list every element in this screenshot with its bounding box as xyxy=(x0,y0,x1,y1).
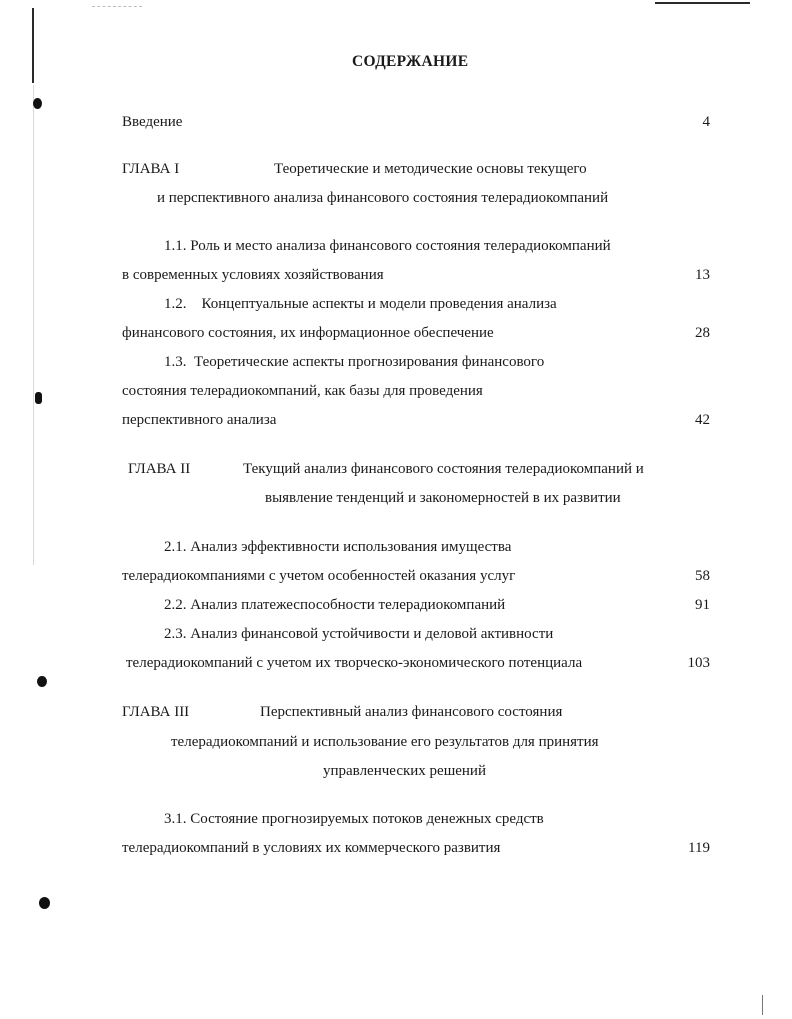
scan-top-dash xyxy=(92,6,142,8)
section-1-3-line2: состояния телерадиокомпаний, как базы для проведения xyxy=(122,383,483,399)
section-3-1-line2: телерадиокомпаний в условиях их коммерческого развития xyxy=(122,840,501,856)
chapter-1-title-line1: Теоретические и методические основы текущего xyxy=(274,161,587,177)
section-1-1-page: 13 xyxy=(695,267,710,283)
chapter-1-title-line2: и перспективного анализа финансового состояния телерадиокомпаний xyxy=(157,190,609,206)
section-2-1-page: 58 xyxy=(695,568,710,584)
section-1-2-line2: финансового состояния, их информационное обеспечение xyxy=(122,325,494,341)
punch-hole-mark xyxy=(33,98,42,109)
chapter-3-title-line2: телерадиокомпаний и использование его результатов для принятия xyxy=(171,734,599,750)
section-1-3-line3: перспективного анализа xyxy=(122,412,277,428)
toc-intro-label: Введение xyxy=(122,114,183,130)
section-2-1-line2: телерадиокомпаниями с учетом особенностей оказания услуг xyxy=(122,568,516,584)
chapter-3-title-line1: Перспективный анализ финансового состояния xyxy=(260,704,563,720)
section-2-3-line1: 2.3. Анализ финансовой устойчивости и деловой активности xyxy=(164,626,554,642)
chapter-2-title-line1: Текущий анализ финансового состояния телерадиокомпаний и xyxy=(243,461,644,477)
chapter-3-title-line3: управленческих решений xyxy=(323,763,486,779)
section-1-1-line2: в современных условиях хозяйствования xyxy=(122,267,384,283)
punch-hole-mark xyxy=(39,897,50,909)
scan-edge-line xyxy=(32,8,34,83)
section-1-1-line1: 1.1. Роль и место анализа финансового состояния телерадиокомпаний xyxy=(164,238,611,254)
section-2-3-page: 103 xyxy=(687,655,710,671)
scan-edge-line-thin xyxy=(33,85,34,565)
chapter-3-label: ГЛАВА III xyxy=(122,704,190,720)
page-title: СОДЕРЖАНИЕ xyxy=(352,53,469,70)
punch-hole-mark xyxy=(37,676,47,687)
section-3-1-line1: 3.1. Состояние прогнозируемых потоков денежных средств xyxy=(164,811,544,827)
punch-hole-mark xyxy=(35,392,42,404)
section-1-2-page: 28 xyxy=(695,325,710,341)
chapter-2-title-line2: выявление тенденций и закономерностей в их развитии xyxy=(265,490,621,506)
section-2-2-page: 91 xyxy=(695,597,710,613)
toc-intro-page: 4 xyxy=(702,114,710,130)
section-2-2-line1: 2.2. Анализ платежеспособности телерадиокомпаний xyxy=(164,597,506,613)
section-2-3-line2: телерадиокомпаний с учетом их творческо-экономического потенциала xyxy=(126,655,583,671)
section-1-3-page: 42 xyxy=(695,412,710,428)
chapter-2-label: ГЛАВА II xyxy=(128,461,191,477)
scan-corner-mark xyxy=(762,995,763,1015)
scan-top-line xyxy=(655,2,750,4)
section-1-2-line1: 1.2. Концептуальные аспекты и модели проведения анализа xyxy=(164,296,557,312)
chapter-1-label: ГЛАВА I xyxy=(122,161,180,177)
section-3-1-page: 119 xyxy=(688,840,710,856)
section-1-3-line1: 1.3. Теоретические аспекты прогнозирования финансового xyxy=(164,354,545,370)
section-2-1-line1: 2.1. Анализ эффективности использования имущества xyxy=(164,539,512,555)
